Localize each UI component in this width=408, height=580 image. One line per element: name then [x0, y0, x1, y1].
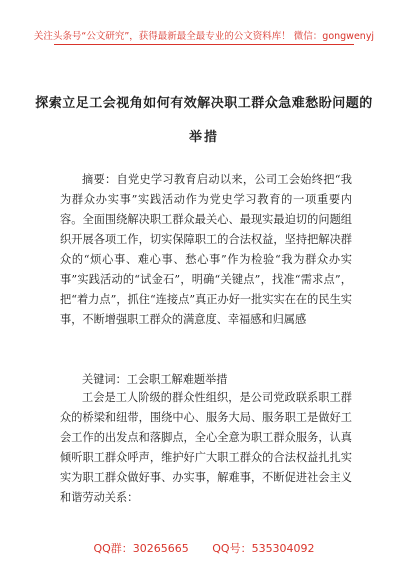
main-paragraph: 工会是工人阶级的群众性组织，是公司党政联系职工群众的桥梁和纽带，围绕中心、服务大局、服务职工是做好工 会工作的出发点和落脚点，全心全意为职工群众服务，认真倾听职工群众呼声，维护好广大职工群众的合法权益扎扎实实为职工群众做好事、办实事，解难事，不断促进社会主义和谐劳动关系：: [60, 391, 352, 504]
footer-qq: QQ号：535304092: [212, 542, 315, 555]
document-title-line2: 举措: [188, 130, 219, 145]
header-notice: 关注头条号“公文研究”，获得最新最全最专业的公文资料库！ 微信：gongwenyj: [33, 31, 375, 42]
keywords-paragraph: 关键词：工会职工解难题举措: [82, 373, 228, 386]
header-divider: [54, 44, 354, 45]
footer-qq-group: QQ群：30265665: [93, 542, 189, 555]
abstract-block: [60, 170, 352, 330]
main-block: [60, 388, 352, 508]
keywords-block: [60, 370, 352, 390]
document-title-line1: 探索立足工会视角如何有效解决职工群众急难愁盼问题的: [35, 96, 373, 111]
footer-contacts: [0, 540, 408, 556]
abstract-paragraph: 摘要：自党史学习教育启动以来，公司工会始终把“我为群众办实事”实践活动作为党史学习教育的一项重要内容。全面围绕解决职工群众最关心、最现实最迫切的问题组织开展各项工作，切实保障职工的合法权益，坚持把解决群众的“烦心事、难心事、愁心事”作为检验“我为群众办实事”实践活动的“试金石”，明确“关键点”，找准“需求点”，把“着力点”，抓住“连接点”真正办好一批实实在在的民生实事，不断增强职工群众的满意度、幸福感和归属感: [60, 173, 352, 326]
